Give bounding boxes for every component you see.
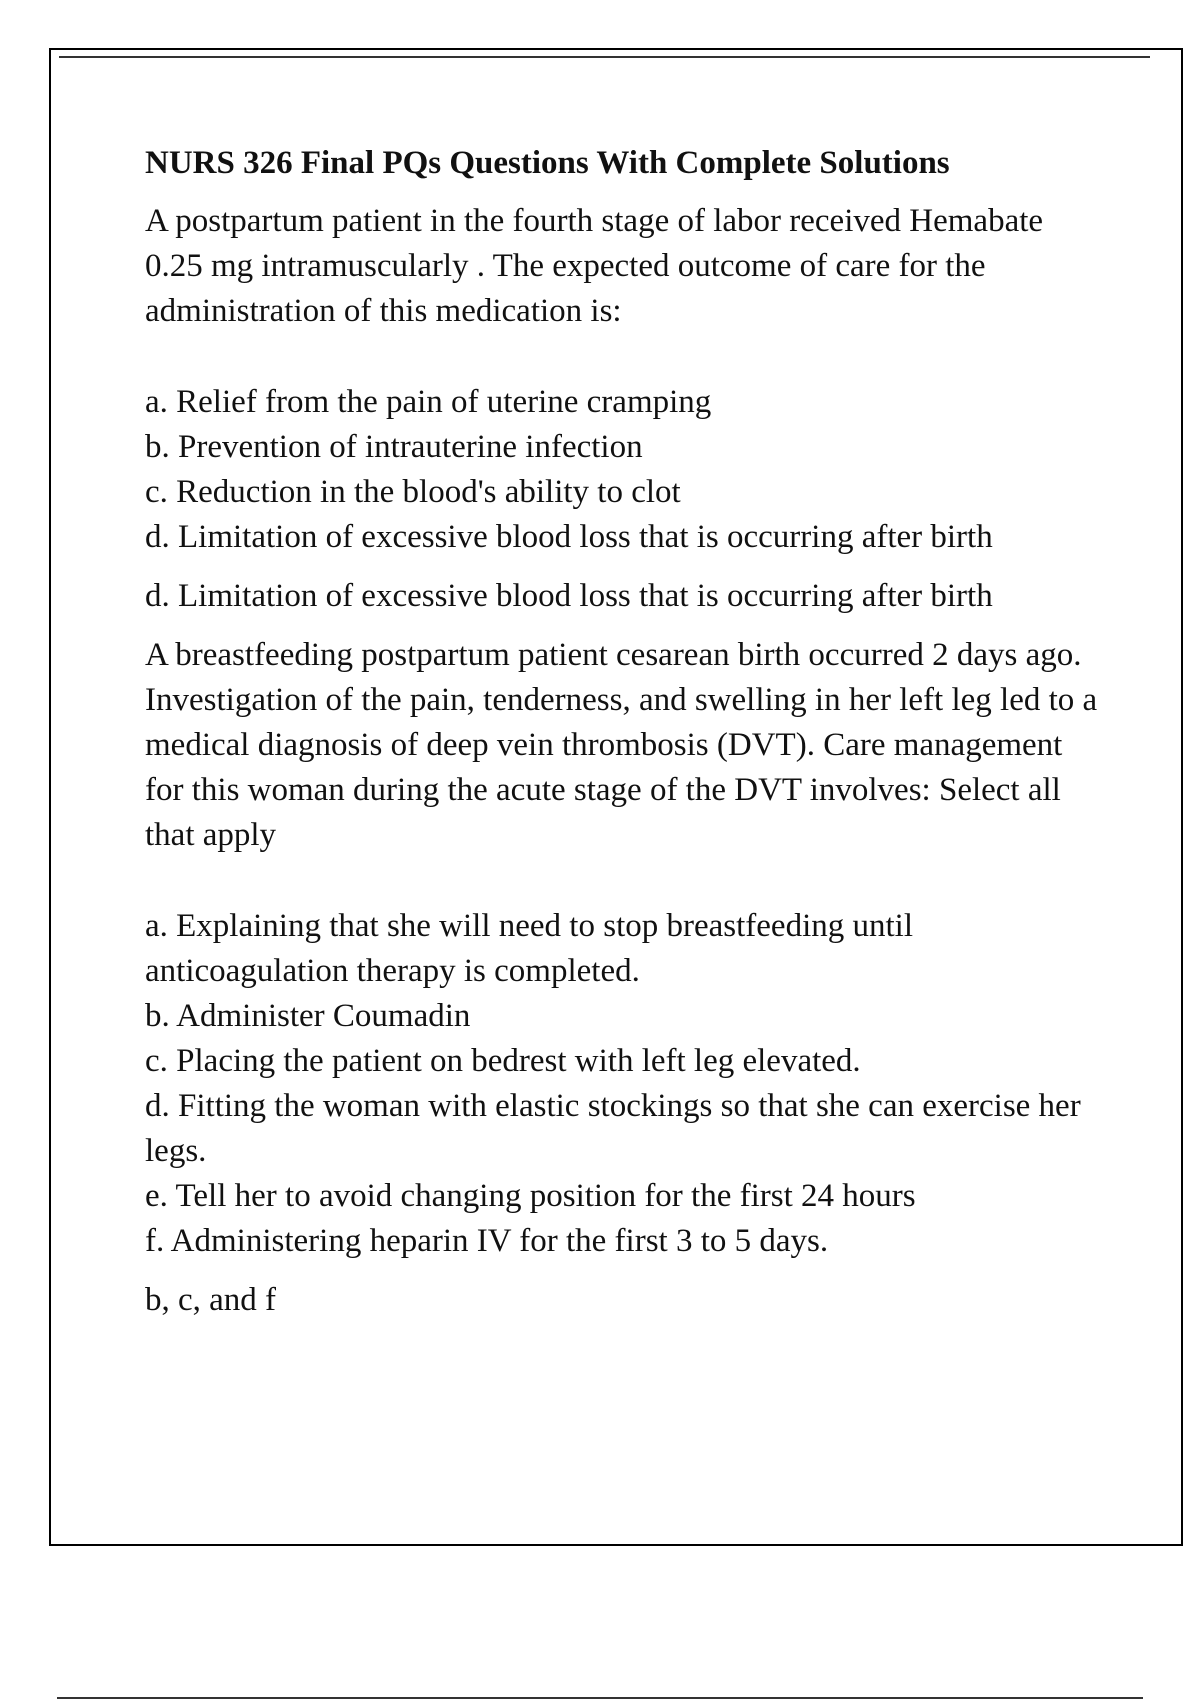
top-rule xyxy=(59,56,1150,58)
spacer xyxy=(145,334,1105,380)
spacer xyxy=(145,619,1105,633)
bottom-rule xyxy=(57,1697,1143,1699)
question-2-option-a: a. Explaining that she will need to stop breastfeeding until anticoagulation therapy is completed. xyxy=(145,908,913,989)
question-2-option-d: d. Fitting the woman with elastic stockings so that she can exercise her legs. xyxy=(145,1088,1081,1169)
spacer xyxy=(145,1264,1105,1278)
question-2-option-c: c. Placing the patient on bedrest with left leg elevated. xyxy=(145,1043,861,1079)
question-1-option-a: a. Relief from the pain of uterine cramping xyxy=(145,384,712,420)
question-2-option-e: e. Tell her to avoid changing position for the first 24 hours xyxy=(145,1178,916,1214)
document-title: NURS 326 Final PQs Questions With Complete Solutions xyxy=(145,145,950,181)
question-1-option-c: c. Reduction in the blood's ability to clot xyxy=(145,474,681,510)
spacer xyxy=(145,858,1105,904)
question-1-options xyxy=(145,380,1105,560)
question-1-option-d: d. Limitation of excessive blood loss that is occurring after birth xyxy=(145,519,993,555)
question-2-prompt: A breastfeeding postpartum patient cesarean birth occurred 2 days ago. Investigation of the pain, tenderness, and swelling in her left leg led to a medical diagnosis of deep vein thrombosis (DVT). Care management for this woman during the acute stage of the DVT involves: Select all that apply xyxy=(145,637,1098,853)
question-2-options xyxy=(145,904,1105,1264)
question-1-option-b: b. Prevention of intrauterine infection xyxy=(145,429,643,465)
question-2-answer: b, c, and f xyxy=(145,1282,277,1318)
spacer xyxy=(145,560,1105,574)
document-body xyxy=(145,141,1105,1323)
question-1-answer: d. Limitation of excessive blood loss that is occurring after birth xyxy=(145,578,993,614)
question-1-prompt: A postpartum patient in the fourth stage of labor received Hemabate 0.25 mg intramuscularly . The expected outcome of care for the administration of this medication is: xyxy=(145,203,1044,329)
question-2-option-f: f. Administering heparin IV for the first 3 to 5 days. xyxy=(145,1223,829,1259)
question-2-option-b: b. Administer Coumadin xyxy=(145,998,471,1034)
